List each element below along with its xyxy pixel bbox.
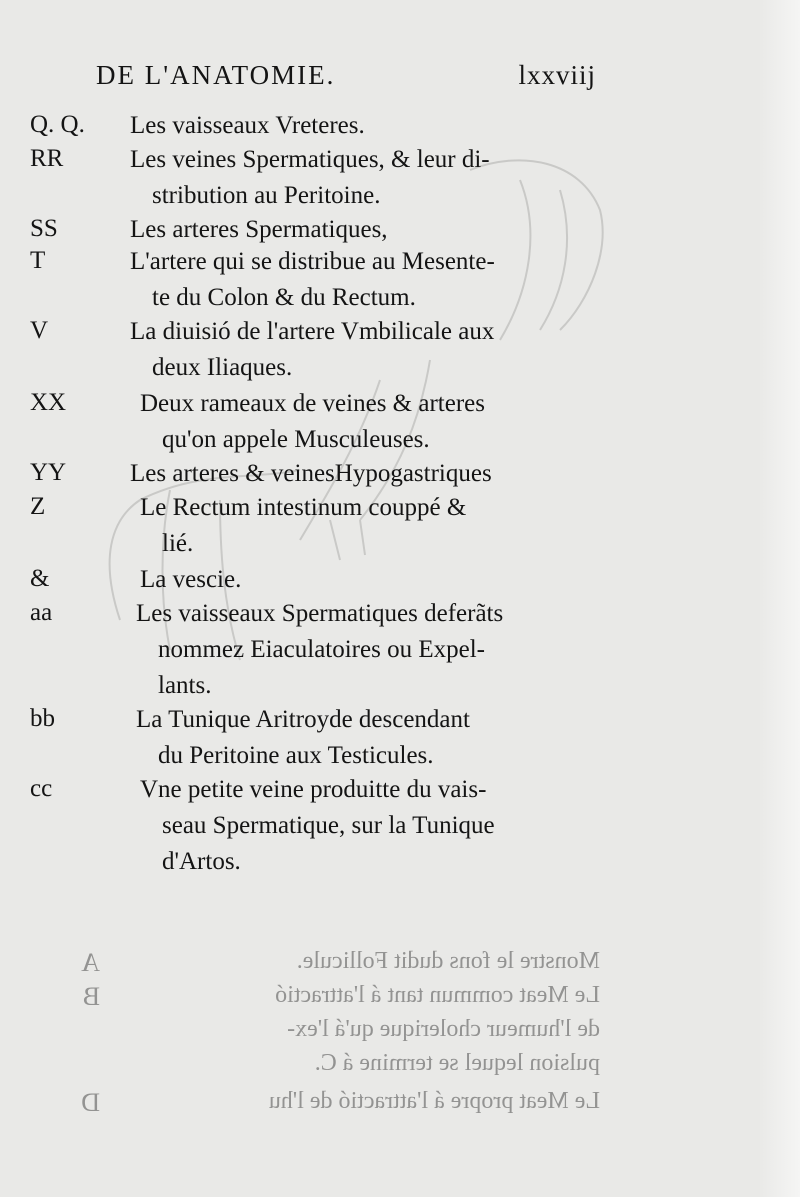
entry-key: Z [30, 493, 46, 520]
entry-key: & [30, 565, 50, 592]
entry-key: Q. Q. [30, 111, 85, 138]
entry-line: deux Iliaques. [152, 354, 293, 381]
entry-line: L'artere qui se distribue au Mesente- [130, 248, 495, 275]
folio-number: lxxviij [518, 60, 596, 90]
entry-line: Les vaisseaux Spermatiques deferãts [136, 600, 504, 627]
entry-description [140, 490, 600, 562]
entry-line: qu'on appele Musculeuses. [162, 426, 430, 453]
bleed-through-text: Le Meat propre á l'attractió de l'hu [268, 1088, 600, 1114]
entry-line: stribution au Peritoine. [152, 182, 381, 209]
entry-description [130, 142, 590, 214]
page-header [96, 60, 596, 104]
bleed-through-key: A [81, 948, 100, 977]
entry-description [140, 562, 600, 598]
bleed-through-text: de l'humeur cholerique qu'á l'ex- [287, 1016, 600, 1042]
entry-line: du Peritoine aux Testicules. [158, 742, 434, 769]
entry-line: lants. [158, 672, 212, 699]
entry-line: nommez Eiaculatoires ou Expel- [158, 636, 485, 663]
entry-key: XX [30, 389, 67, 416]
entry-line: d'Artos. [162, 848, 241, 875]
entry-key: aa [30, 599, 53, 626]
bleed-through-line [60, 1050, 640, 1090]
entry-key: bb [30, 705, 55, 732]
entry-line: Vne petite veine produitte du vais- [140, 776, 487, 803]
entry-line: La Tunique Aritroyde descendant [136, 706, 470, 733]
bleed-through-text: Le Meat commun tant á l'attractió [275, 982, 600, 1008]
entry-line: Les vaisseaux Vreteres. [130, 112, 365, 139]
entry-line: Les veines Spermatiques, & leur di- [130, 146, 490, 173]
entry-key: RR [30, 145, 64, 172]
entry-description [136, 596, 596, 704]
entry-description [130, 456, 590, 492]
bleed-through-line [60, 1088, 640, 1128]
bleed-through-key: D [81, 1088, 100, 1117]
entry-description [130, 244, 590, 316]
entry-line: La vescie. [140, 566, 242, 593]
bleed-through-text: Monstre le fons dudit Follicule. [296, 948, 600, 974]
running-title: DE L'ANATOMIE. [96, 60, 336, 90]
entry-description [130, 314, 590, 386]
entry-key: cc [30, 775, 53, 802]
entry-description [140, 386, 600, 458]
entry-line: te du Colon & du Rectum. [152, 284, 416, 311]
entry-key: V [30, 317, 49, 344]
entry-line: lié. [162, 530, 194, 557]
entry-line: Deux rameaux de veines & arteres [140, 390, 485, 417]
entry-line: Les arteres & veinesHypogastriques [130, 460, 492, 487]
entry-key: YY [30, 459, 67, 486]
entry-key: SS [30, 215, 58, 242]
bleed-through-key: B [82, 982, 100, 1011]
entry-description [130, 108, 590, 144]
entry-description [130, 212, 590, 248]
entry-key: T [30, 247, 46, 274]
entry-line: Les arteres Spermatiques, [130, 216, 388, 243]
entry-description [140, 772, 600, 880]
entry-line: La diuisió de l'artere Vmbilicale aux [130, 318, 495, 345]
entry-line: seau Spermatique, sur la Tunique [162, 812, 495, 839]
bleed-through-text: pulsion lequel se termine á C. [314, 1050, 600, 1076]
entry-description [136, 702, 596, 774]
entry-line: Le Rectum intestinum couppé & [140, 494, 467, 521]
